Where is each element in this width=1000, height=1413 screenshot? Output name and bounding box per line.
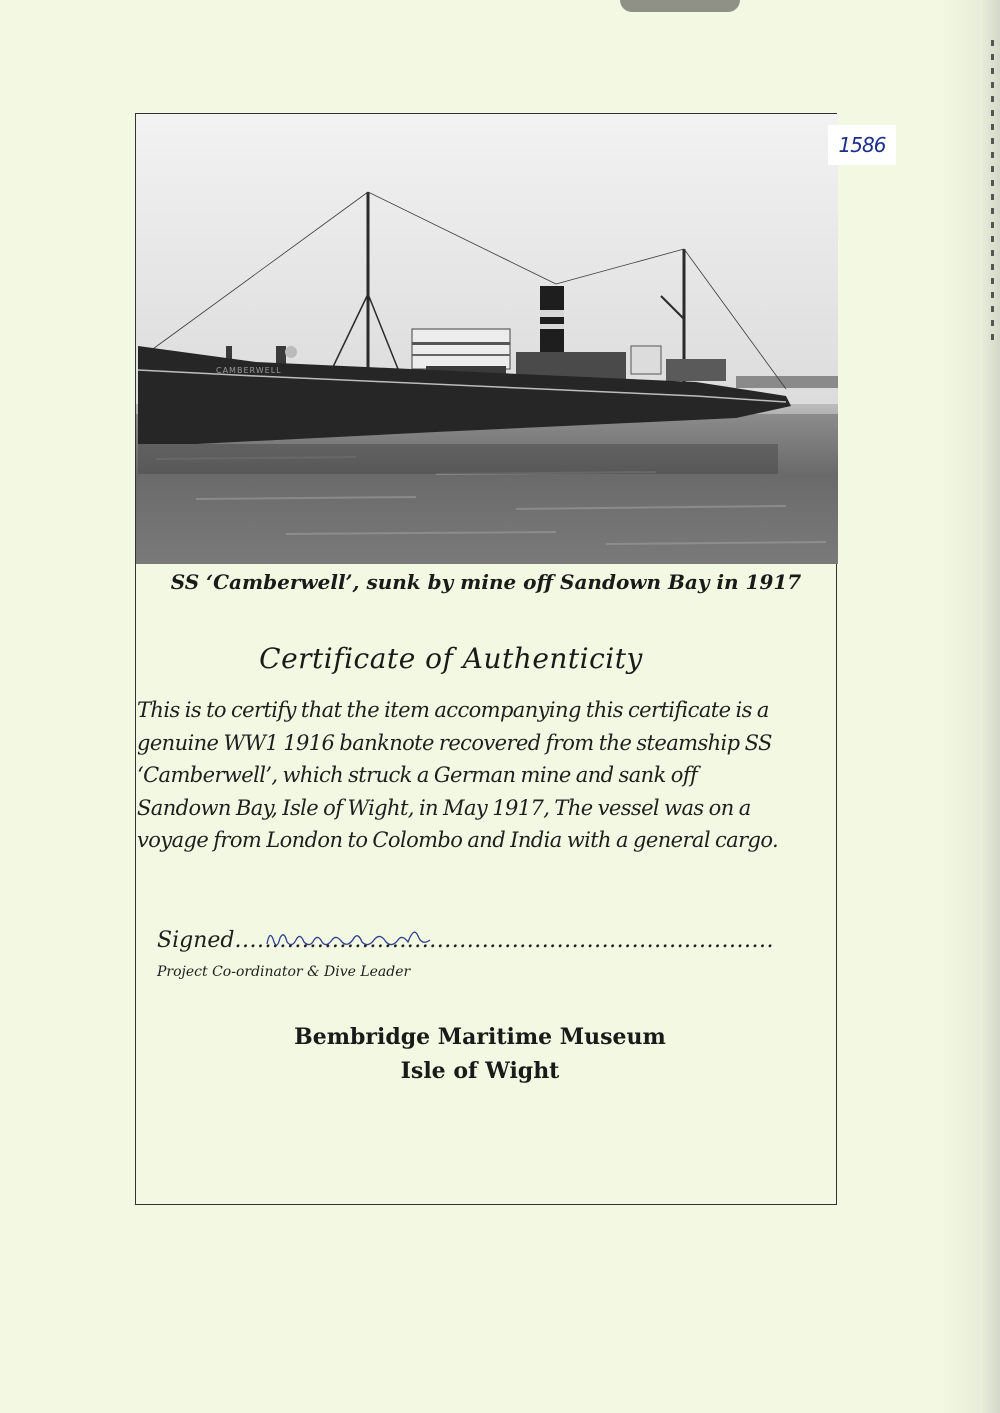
signatory-role: Project Co-ordinator & Dive Leader	[157, 964, 411, 980]
handwritten-signature	[262, 922, 442, 954]
certificate-text-line: This is to certify that the item accompanying this certificate is a	[137, 698, 769, 722]
certificate-text-line: ‘Camberwell’, which struck a German mine and sank off	[137, 763, 698, 787]
museum-name: Bembridge Maritime Museum	[294, 1024, 666, 1050]
museum-location: Isle of Wight	[400, 1058, 560, 1084]
certificate-text	[137, 694, 837, 857]
museum-block	[230, 1020, 730, 1088]
binding-holes	[991, 40, 994, 340]
certificate-title: Certificate of Authenticity	[259, 642, 643, 675]
ship-photograph	[136, 114, 838, 564]
catalog-number-label: 1586	[828, 125, 896, 165]
photo-caption: SS ‘Camberwell’, sunk by mine off Sandown Bay in 1917	[170, 570, 802, 594]
certificate-text-line: genuine WW1 1916 banknote recovered from the steamship SS	[137, 730, 772, 755]
hull-name-text: CAMBERWELL	[216, 366, 282, 375]
signed-label: Signed	[157, 928, 235, 953]
certificate-text-line: voyage from London to Colombo and India with a general cargo.	[137, 828, 779, 852]
signature-dotted-line: ........................................................................	[234, 928, 774, 953]
scan-blot	[620, 0, 740, 12]
signature-line	[157, 928, 774, 964]
certificate-text-line: Sandown Bay, Isle of Wight, in May 1917, The vessel was on a	[137, 795, 751, 820]
